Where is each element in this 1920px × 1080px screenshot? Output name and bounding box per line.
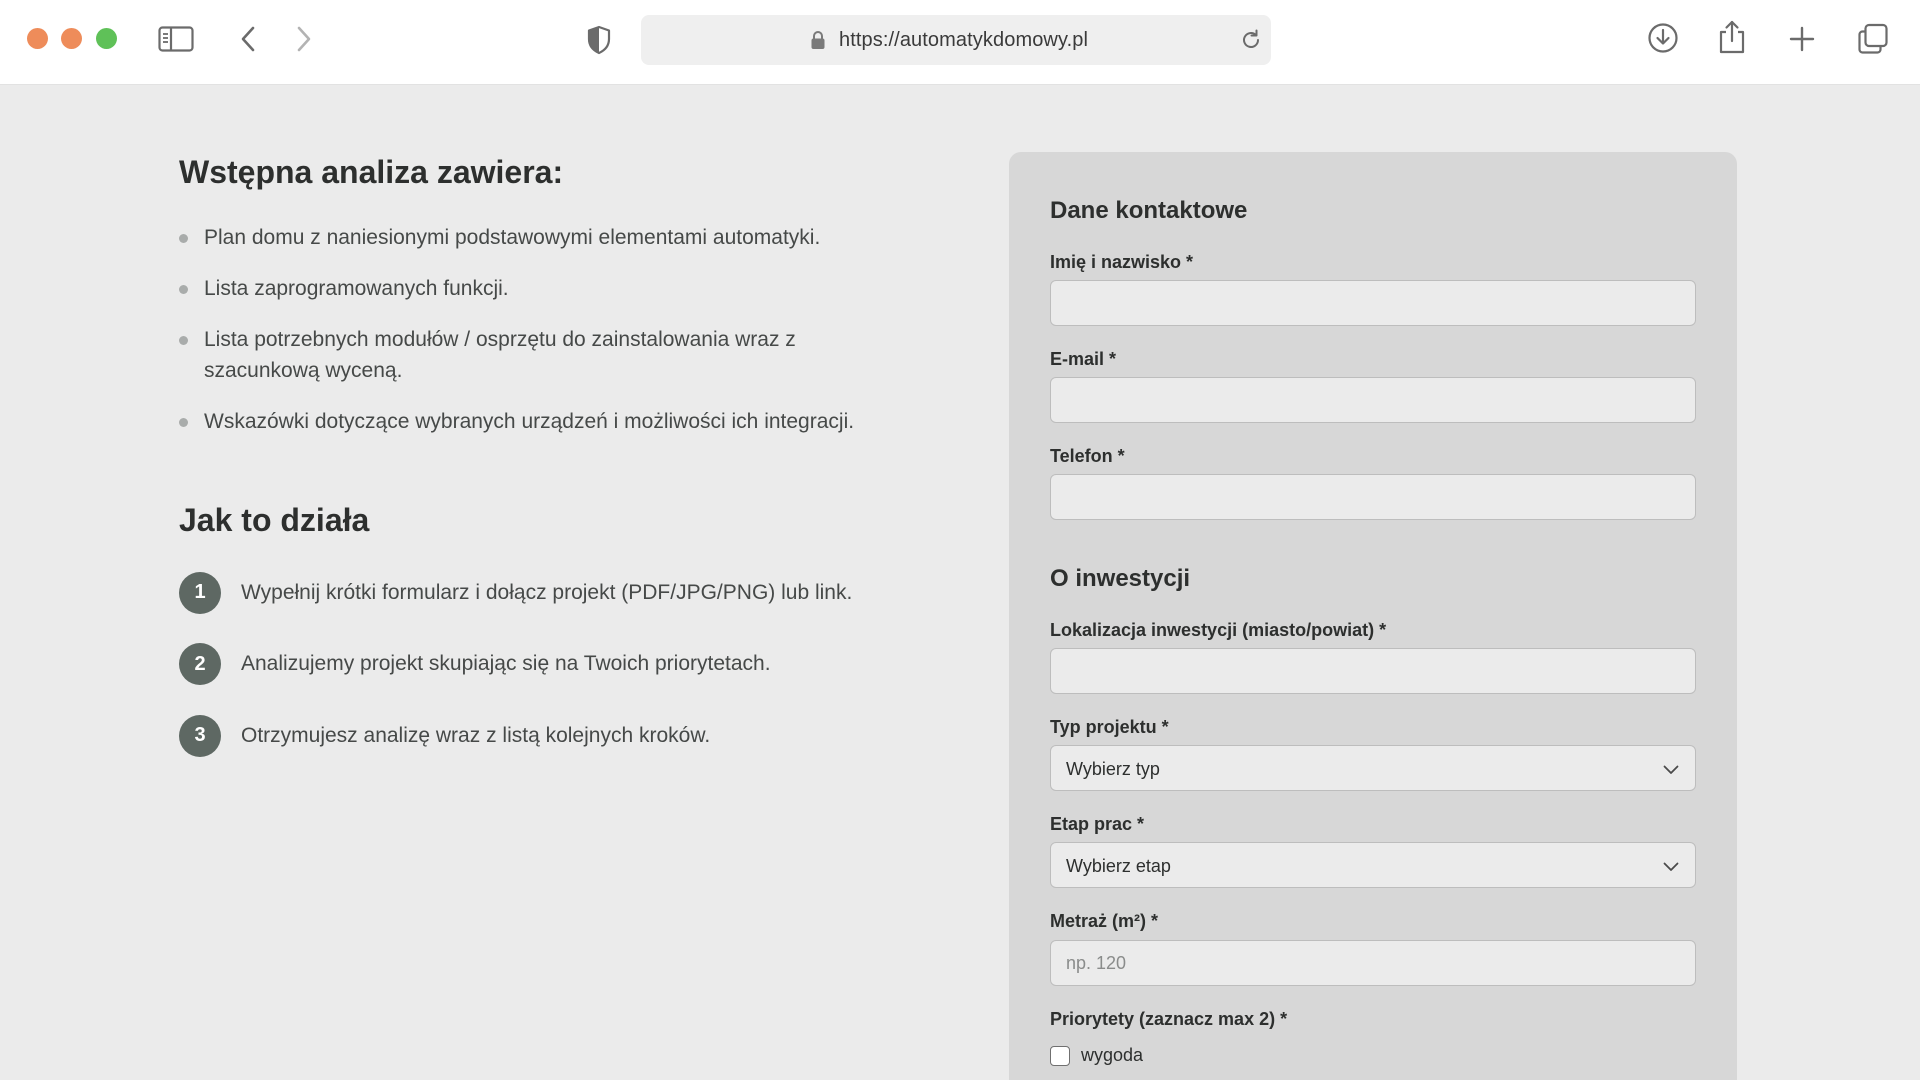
minimize-window-icon[interactable] [61, 28, 82, 49]
phone-input[interactable] [1050, 474, 1696, 520]
stage-value: Wybierz etap [1066, 856, 1171, 876]
email-input[interactable] [1050, 377, 1696, 423]
list-item-text: Plan domu z naniesionymi podstawowymi elementami automatyki. [204, 226, 821, 249]
location-label: Lokalizacja inwestycji (miasto/powiat) * [1050, 620, 1387, 640]
chevron-down-icon [1663, 762, 1679, 780]
step-item [179, 643, 852, 686]
share-icon[interactable] [1716, 18, 1748, 56]
lock-icon [810, 30, 826, 55]
chevron-right-icon[interactable] [292, 24, 316, 54]
project-type-label: Typ projektu * [1050, 717, 1169, 737]
priorities-label: Priorytety (zaznacz max 2) * [1050, 1009, 1288, 1029]
chevron-down-icon [1663, 859, 1679, 877]
sidebar-icon[interactable] [158, 24, 194, 54]
bullet-dot [179, 234, 188, 243]
maximize-window-icon[interactable] [96, 28, 117, 49]
phone-label: Telefon * [1050, 446, 1125, 466]
shield-icon[interactable] [584, 24, 614, 56]
area-label: Metraż (m²) * [1050, 911, 1159, 931]
chevron-left-icon[interactable] [236, 24, 260, 54]
bullet-dot [179, 418, 188, 427]
project-type-value: Wybierz typ [1066, 759, 1160, 779]
plus-icon[interactable] [1787, 24, 1817, 54]
analysis-heading: Wstępna analiza zawiera: [179, 154, 564, 190]
list-item-text: Wskazówki dotyczące wybranych urządzeń i możliwości ich integracji. [204, 410, 855, 433]
priority-option [1050, 1045, 1143, 1066]
address-bar[interactable] [641, 15, 1271, 65]
contact-form-card [1009, 152, 1737, 1080]
tabs-overview-icon[interactable] [1856, 22, 1890, 56]
steps-list [179, 571, 852, 786]
reload-icon[interactable] [1239, 28, 1263, 57]
location-input[interactable] [1050, 648, 1696, 694]
step-number-badge: 2 [179, 643, 221, 685]
stage-label: Etap prac * [1050, 814, 1145, 834]
step-text: Otrzymujesz analizę wraz z listą kolejnych kroków. [241, 723, 711, 747]
priority-option-label: wygoda [1081, 1045, 1144, 1065]
area-input[interactable] [1050, 940, 1696, 986]
step-item [179, 571, 852, 614]
analysis-list [179, 222, 939, 457]
name-input[interactable] [1050, 280, 1696, 326]
browser-toolbar [0, 0, 1920, 85]
step-number-badge: 3 [179, 715, 221, 757]
list-item [179, 406, 939, 437]
name-label: Imię i nazwisko * [1050, 252, 1194, 272]
step-number-badge: 1 [179, 572, 221, 614]
step-text: Wypełnij krótki formularz i dołącz projekt (PDF/JPG/PNG) lub link. [241, 580, 853, 604]
url-text: https://automatykdomowy.pl [839, 29, 1089, 51]
priority-checkbox[interactable] [1050, 1046, 1070, 1066]
list-item-text: Lista potrzebnych modułów / osprzętu do zainstalowania wraz z szacunkową wyceną. [204, 328, 796, 382]
download-icon[interactable] [1646, 21, 1680, 55]
list-item [179, 222, 939, 253]
step-text: Analizujemy projekt skupiając się na Twoich priorytetach. [241, 652, 771, 675]
bullet-dot [179, 285, 188, 294]
bullet-dot [179, 336, 188, 345]
how-it-works-heading: Jak to działa [179, 502, 370, 538]
contact-section-title: Dane kontaktowe [1050, 197, 1248, 224]
stage-select[interactable] [1050, 842, 1696, 888]
list-item [179, 324, 939, 386]
investment-section-title: O inwestycji [1050, 565, 1191, 592]
list-item [179, 273, 939, 304]
step-item [179, 714, 852, 757]
email-label: E-mail * [1050, 349, 1117, 369]
project-type-select[interactable] [1050, 745, 1696, 791]
list-item-text: Lista zaprogramowanych funkcji. [204, 277, 509, 300]
close-window-icon[interactable] [27, 28, 48, 49]
